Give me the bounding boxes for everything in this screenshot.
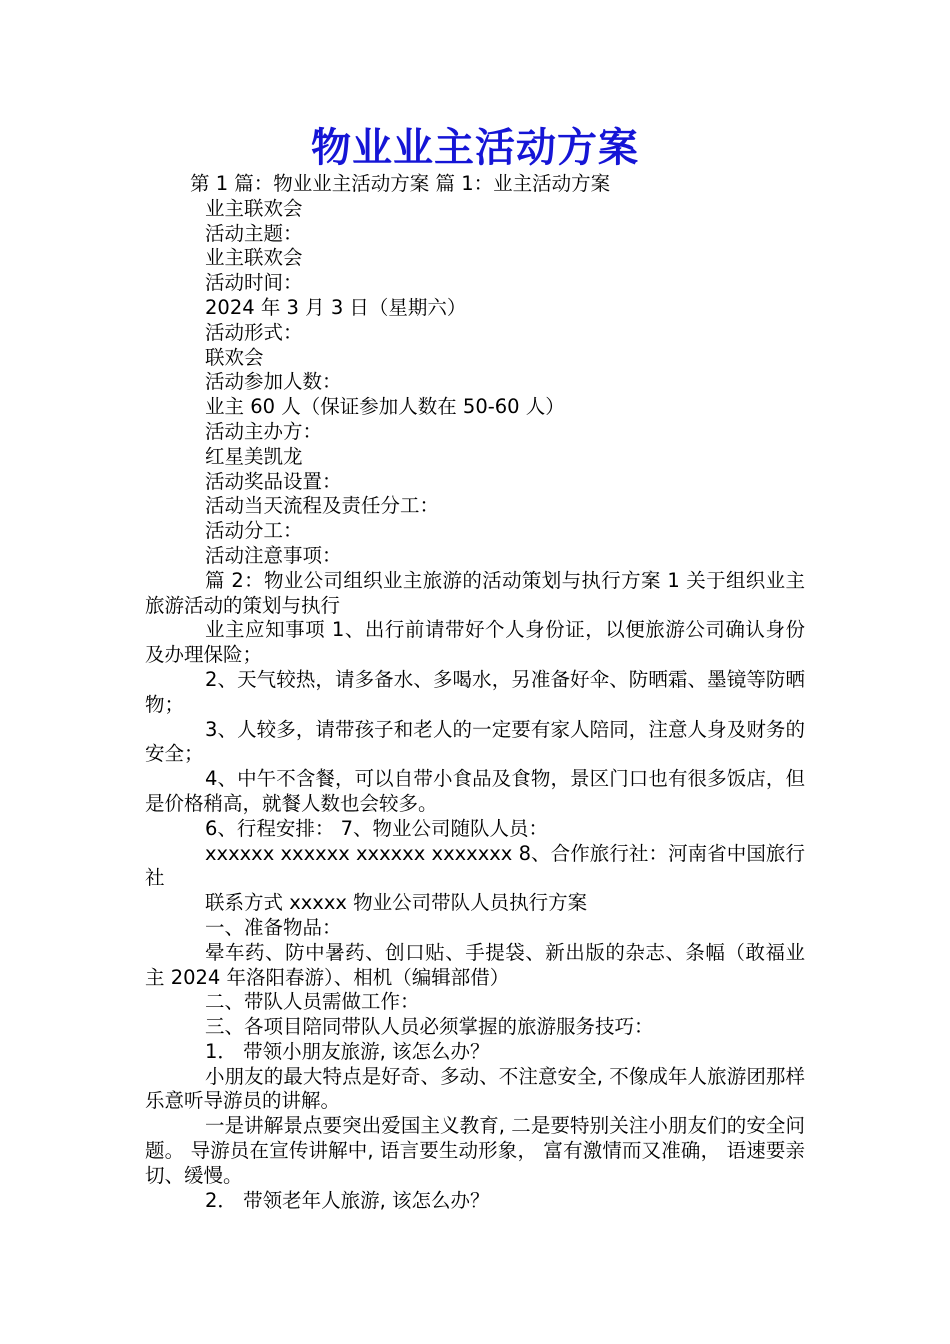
paragraph: 6、行程安排： 7、物业公司随队人员： [205, 816, 549, 840]
paragraph: 小朋友的最大特点是好奇、多动、不注意安全, 不像成年人旅游团那样乐意听导游员的讲解。 [145, 1064, 805, 1113]
text-line: 活动主办方： [205, 419, 323, 443]
paragraph: xxxxxx xxxxxx xxxxxx xxxxxxx 8、合作旅行社：河南省中国旅行社 [145, 841, 805, 890]
paragraph: 晕车药、防中暑药、创口贴、手提袋、新出版的杂志、条幅（敢福业主 2024 年洛阳春游）、相机（编辑部借） [145, 940, 805, 989]
paragraph: 二、带队人员需做工作： [205, 990, 420, 1014]
text-line: 活动时间： [205, 271, 303, 295]
text-line: 活动主题： [205, 221, 303, 245]
paragraph: 3、人较多，请带孩子和老人的一定要有家人陪同，注意人身及财务的安全； [145, 717, 805, 766]
paragraph: 业主应知事项 1、出行前请带好个人身份证，以便旅游公司确认身份及办理保险； [145, 618, 805, 667]
text-line: 业主联欢会 [205, 246, 303, 270]
text-line: 红星美凯龙 [205, 444, 303, 468]
paragraph: 1． 带领小朋友旅游, 该怎么办？ [205, 1039, 490, 1063]
paragraph: 2、天气较热，请多备水、多喝水，另准备好伞、防晒霜、墨镜等防晒物； [145, 667, 805, 716]
paragraph: 联系方式 xxxxx 物业公司带队人员执行方案 [205, 891, 588, 915]
text-line: 2024 年 3 月 3 日（星期六） [205, 295, 467, 319]
text-line: 第 1 篇：物业业主活动方案 篇 1：业主活动方案 [190, 172, 611, 195]
paragraph: 三、各项目陪同带队人员必须掌握的旅游服务技巧： [205, 1015, 654, 1039]
text-line: 活动注意事项： [205, 543, 342, 567]
paragraph: 2． 带领老年人旅游, 该怎么办？ [205, 1188, 490, 1212]
document-title: 物业业主活动方案 [311, 124, 639, 171]
paragraph: 一、准备物品： [205, 915, 342, 939]
text-line: 联欢会 [205, 345, 264, 369]
paragraph: 一是讲解景点要突出爱国主义教育, 二是要特别关注小朋友们的安全问题。 导游员在宣传讲解中, 语言要生动形象， 富有激情而又准确， 语速要亲切、缓慢。 [145, 1114, 805, 1187]
text-line: 活动奖品设置： [205, 469, 342, 493]
text-line: 活动参加人数： [205, 370, 342, 394]
text-line: 业主 60 人（保证参加人数在 50-60 人） [205, 395, 565, 419]
paragraph: 篇 2：物业公司组织业主旅游的活动策划与执行方案 1 关于组织业主旅游活动的策划与执行 [145, 568, 805, 617]
text-line: 业主联欢会 [205, 196, 303, 220]
text-line: 活动分工： [205, 519, 303, 543]
document-body [145, 172, 805, 1213]
text-line: 活动当天流程及责任分工： [205, 494, 440, 518]
text-line: 活动形式： [205, 320, 303, 344]
paragraph: 4、中午不含餐，可以自带小食品及食物，景区门口也有很多饭店，但是价格稍高，就餐人数也会较多。 [145, 767, 805, 815]
